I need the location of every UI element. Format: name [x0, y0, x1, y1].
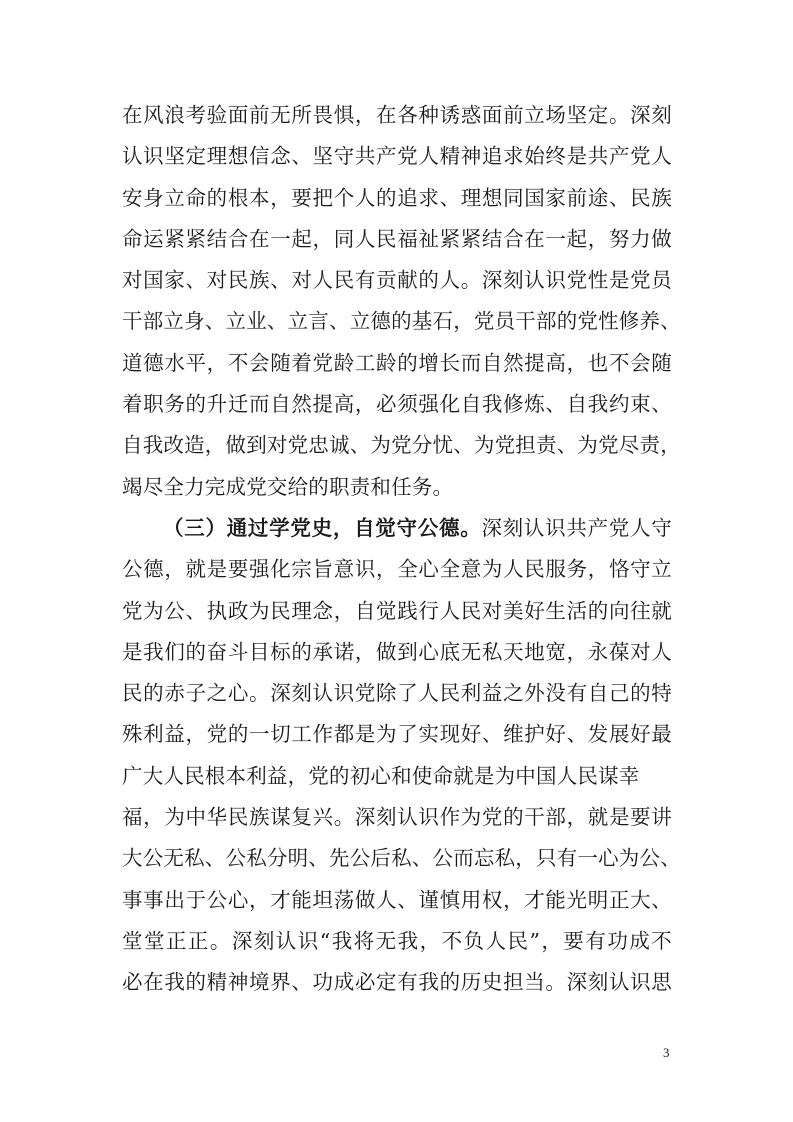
section-line-1: 公德，就是要强化宗旨意识，全心全意为人民服务，恪守立 — [122, 557, 672, 582]
section-line-5: 殊利益，党的一切工作都是为了实现好、维护好、发展好最 — [122, 722, 672, 747]
section-line-11: 必在我的精神境界、功成必定有我的历史担当。深刻认识思 — [122, 970, 672, 995]
section-line-6: 广大人民根本利益，党的初心和使命就是为中国人民谋幸 — [122, 763, 640, 788]
section-line-3: 是我们的奋斗目标的承诺，做到心底无私天地宽，永葆对人 — [122, 639, 672, 664]
section-heading: （三）通过学党史，自觉守公德。 — [163, 515, 482, 540]
section-first-line-rest: 深刻认识共产党人守 — [481, 515, 672, 540]
text-line-2: 认识坚定理想信念、坚守共产党人精神追求始终是共产党人 — [122, 144, 672, 169]
text-line-9: 自我改造，做到对党忠诚、为党分忧、为党担责、为党尽责， — [122, 433, 681, 458]
section-line-7: 福，为中华民族谋复兴。深刻认识作为党的干部，就是要讲 — [122, 805, 672, 830]
text-line-1: 在风浪考验面前无所畏惧，在各种诱惑面前立场坚定。深刻 — [122, 103, 672, 127]
text-line-4: 命运紧紧结合在一起，同人民福祉紧紧结合在一起，努力做 — [122, 226, 672, 251]
section-line-9: 事事出于公心，才能坦荡做人、谨慎用权，才能光明正大、 — [122, 887, 672, 912]
text-line-5: 对国家、对民族、对人民有贡献的人。深刻认识党性是党员 — [122, 268, 672, 293]
text-line-8: 着职务的升迁而自然提高，必须强化自我修炼、自我约束、 — [122, 392, 672, 417]
section-line-4: 民的赤子之心。深刻认识党除了人民利益之外没有自己的特 — [122, 681, 672, 706]
page-number: 3 — [663, 1045, 670, 1060]
section-line-8: 大公无私、公私分明、先公后私、公而忘私，只有一心为公、 — [122, 846, 681, 871]
text-line-10: 竭尽全力完成党交给的职责和任务。 — [122, 474, 454, 499]
body-text — [122, 95, 681, 1004]
section-line-2: 党为公、执政为民理念，自觉践行人民对美好生活的向往就 — [122, 598, 672, 623]
text-line-6: 干部立身、立业、立言、立德的基石，党员干部的党性修养、 — [122, 309, 681, 334]
section-line-10: 堂堂正正。深刻认识“我将无我，不负人民”，要有功成不 — [122, 928, 672, 953]
text-line-3: 安身立命的根本，要把个人的追求、理想同国家前途、民族 — [122, 185, 672, 210]
section-first-line — [122, 508, 672, 549]
text-line-7: 道德水平，不会随着党龄工龄的增长而自然提高，也不会随 — [122, 350, 672, 375]
